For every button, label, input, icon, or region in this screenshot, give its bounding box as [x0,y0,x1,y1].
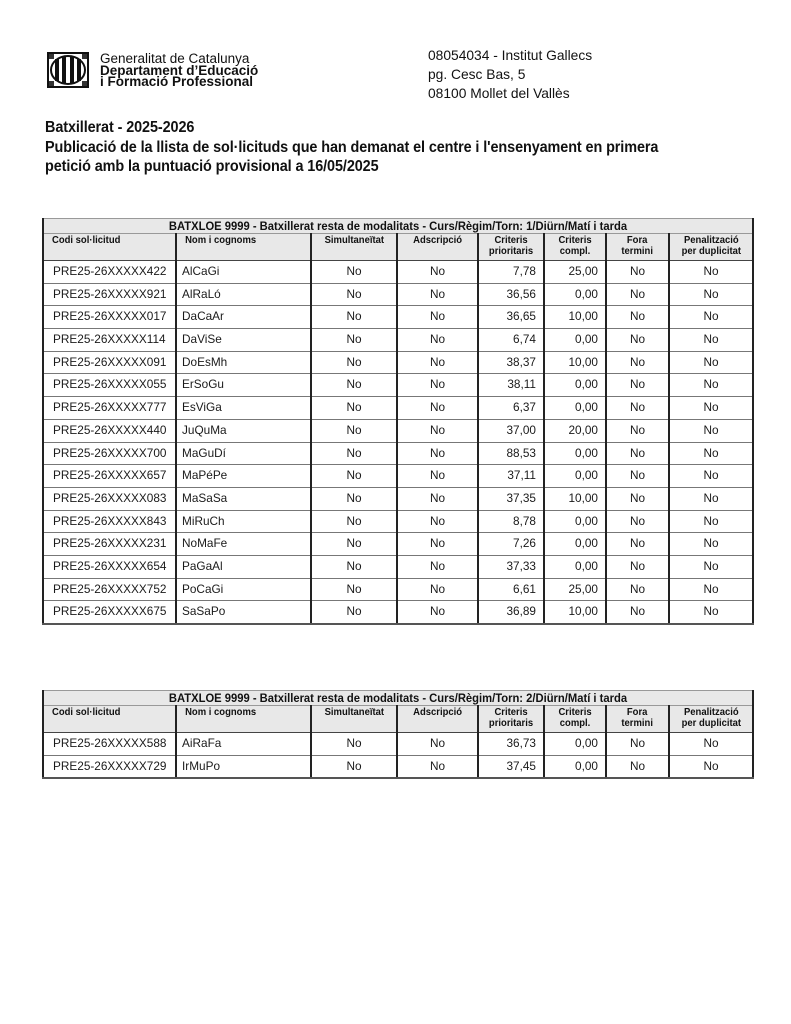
header-line: per duplicitat [681,246,741,257]
cell-nom: IrMuPo [176,755,311,778]
cell-criteris-compl: 25,00 [544,261,606,284]
document-subtitle: Batxillerat - 2025-2026 [45,119,195,136]
cell-nom: AlRaLó [176,283,311,306]
cell-nom: SaSaPo [176,601,311,624]
column-header-criteris-compl [558,235,591,257]
cell-fora-termini: No [606,578,669,601]
school-name: 08054034 - Institut Gallecs [428,48,593,63]
cell-criteris-prioritaris: 7,78 [478,261,544,284]
cell-criteris-compl: 0,00 [544,755,606,778]
cell-codi: PRE25-26XXXXX729 [43,755,176,778]
cell-adscripcio: No [397,533,478,556]
cell-simultaneitat: No [311,261,397,284]
cell-fora-termini: No [606,755,669,778]
cell-penalitzacio: No [669,510,753,533]
document-heading [45,118,715,177]
cell-nom: AlCaGi [176,261,311,284]
cell-codi: PRE25-26XXXXX752 [43,578,176,601]
cell-fora-termini: No [606,306,669,329]
column-header-fora-termini [622,707,654,729]
cell-penalitzacio: No [669,329,753,352]
header-line: prioritaris [488,246,534,257]
table-row [43,306,753,329]
header-line: compl. [559,718,591,729]
cell-criteris-prioritaris: 37,11 [478,465,544,488]
cell-penalitzacio: No [669,419,753,442]
cell-criteris-compl: 0,00 [544,397,606,420]
cell-simultaneitat: No [311,601,397,624]
cell-simultaneitat: No [311,510,397,533]
table-row [43,397,753,420]
column-header-penalitzacio [681,235,740,257]
header-line: Criteris [558,707,592,718]
cell-nom: DaCaAr [176,306,311,329]
table-title-row [43,691,753,706]
cell-criteris-prioritaris: 38,11 [478,374,544,397]
cell-simultaneitat: No [311,374,397,397]
header-line: Criteris [494,235,528,246]
header-line: Penalització [683,707,739,718]
table-row [43,283,753,306]
cell-fora-termini: No [606,533,669,556]
cell-criteris-prioritaris: 6,37 [478,397,544,420]
cell-codi: PRE25-26XXXXX657 [43,465,176,488]
cell-criteris-prioritaris: 7,26 [478,533,544,556]
table-row [43,329,753,352]
cell-criteris-prioritaris: 36,65 [478,306,544,329]
cell-codi: PRE25-26XXXXX675 [43,601,176,624]
cell-fora-termini: No [606,329,669,352]
cell-penalitzacio: No [669,578,753,601]
cell-penalitzacio: No [669,601,753,624]
cell-criteris-compl: 0,00 [544,329,606,352]
cell-criteris-compl: 0,00 [544,283,606,306]
cell-fora-termini: No [606,419,669,442]
cell-simultaneitat: No [311,419,397,442]
cell-codi: PRE25-26XXXXX654 [43,555,176,578]
column-header-criteris-prioritaris [489,707,533,729]
cell-codi: PRE25-26XXXXX440 [43,419,176,442]
cell-codi: PRE25-26XXXXX921 [43,283,176,306]
cell-fora-termini: No [606,442,669,465]
header-line: termini [621,246,654,257]
cell-penalitzacio: No [669,465,753,488]
cell-criteris-prioritaris: 37,35 [478,487,544,510]
cell-criteris-compl: 0,00 [544,533,606,556]
cell-criteris-prioritaris: 37,00 [478,419,544,442]
cell-criteris-compl: 25,00 [544,578,606,601]
cell-simultaneitat: No [311,555,397,578]
cell-simultaneitat: No [311,755,397,778]
cell-criteris-prioritaris: 88,53 [478,442,544,465]
cell-codi: PRE25-26XXXXX777 [43,397,176,420]
table-title: BATXLOE 9999 - Batxillerat resta de modalitats - Curs/Règim/Torn: 1/Diürn/Matí i tarda [168,219,628,233]
cell-simultaneitat: No [311,283,397,306]
cell-criteris-compl: 10,00 [544,306,606,329]
cell-nom: AiRaFa [176,733,311,756]
cell-criteris-prioritaris: 36,56 [478,283,544,306]
cell-fora-termini: No [606,487,669,510]
cell-criteris-compl: 0,00 [544,733,606,756]
cell-adscripcio: No [397,465,478,488]
column-header-criteris-compl [558,707,591,729]
table-row [43,555,753,578]
cell-penalitzacio: No [669,261,753,284]
cell-criteris-compl: 10,00 [544,487,606,510]
table-title-row [43,219,753,234]
cell-adscripcio: No [397,601,478,624]
cell-codi: PRE25-26XXXXX055 [43,374,176,397]
header-line: per duplicitat [681,718,741,729]
cell-criteris-compl: 0,00 [544,555,606,578]
cell-simultaneitat: No [311,733,397,756]
cell-simultaneitat: No [311,487,397,510]
school-address [428,46,592,103]
cell-adscripcio: No [397,374,478,397]
cell-simultaneitat: No [311,578,397,601]
cell-adscripcio: No [397,329,478,352]
table-header-row [43,234,753,261]
cell-simultaneitat: No [311,329,397,352]
cell-penalitzacio: No [669,306,753,329]
cell-penalitzacio: No [669,555,753,578]
column-header-nom: Nom i cognoms [185,235,257,246]
cell-adscripcio: No [397,578,478,601]
org-line-2: Departament d’Educació [100,62,259,78]
cell-simultaneitat: No [311,351,397,374]
cell-nom: DoEsMh [176,351,311,374]
applications-table-course-1 [42,218,754,625]
column-header-fora-termini [622,235,654,257]
document-title-line-2: petició amb la puntuació provisional a 16/05/2025 [45,158,379,175]
cell-fora-termini: No [606,733,669,756]
cell-criteris-prioritaris: 6,61 [478,578,544,601]
column-header-simultaneitat: Simultaneïtat [324,235,384,246]
table-row [43,755,753,778]
cell-criteris-prioritaris: 36,73 [478,733,544,756]
cell-criteris-prioritaris: 36,89 [478,601,544,624]
cell-penalitzacio: No [669,397,753,420]
cell-simultaneitat: No [311,397,397,420]
column-header-criteris-prioritaris [489,235,533,257]
table-row [43,533,753,556]
header-line: prioritaris [488,718,534,729]
cell-criteris-compl: 20,00 [544,419,606,442]
cell-criteris-prioritaris: 37,45 [478,755,544,778]
cell-nom: NoMaFe [176,533,311,556]
table-row [43,578,753,601]
cell-codi: PRE25-26XXXXX231 [43,533,176,556]
header-line: Criteris [558,235,592,246]
table-row [43,374,753,397]
cell-adscripcio: No [397,306,478,329]
cell-criteris-compl: 0,00 [544,374,606,397]
cell-simultaneitat: No [311,465,397,488]
cell-simultaneitat: No [311,306,397,329]
cell-penalitzacio: No [669,442,753,465]
cell-penalitzacio: No [669,283,753,306]
table-row [43,601,753,624]
cell-adscripcio: No [397,351,478,374]
cell-criteris-prioritaris: 38,37 [478,351,544,374]
org-line-1: Generalitat de Catalunya [100,51,250,66]
document-title-line-1: Publicació de la llista de sol·licituds que han demanat el centre i l'ensenyament en primera [45,138,659,156]
cell-adscripcio: No [397,555,478,578]
cell-penalitzacio: No [669,755,753,778]
cell-adscripcio: No [397,487,478,510]
table-row [43,261,753,284]
cell-nom: JuQuMa [176,419,311,442]
header-line: Fora [627,235,648,246]
cell-fora-termini: No [606,397,669,420]
header-line: compl. [559,246,591,257]
cell-penalitzacio: No [669,487,753,510]
cell-nom: ErSoGu [176,374,311,397]
header-line: Fora [627,707,648,718]
cell-simultaneitat: No [311,442,397,465]
cell-adscripcio: No [397,261,478,284]
cell-penalitzacio: No [669,351,753,374]
cell-fora-termini: No [606,374,669,397]
table-row [43,419,753,442]
cell-codi: PRE25-26XXXXX114 [43,329,176,352]
cell-adscripcio: No [397,733,478,756]
cell-adscripcio: No [397,755,478,778]
cell-nom: MaPéPe [176,465,311,488]
cell-simultaneitat: No [311,533,397,556]
cell-codi: PRE25-26XXXXX017 [43,306,176,329]
generalitat-coat-of-arms-icon [47,52,89,88]
table-header-row [43,706,753,733]
cell-codi: PRE25-26XXXXX588 [43,733,176,756]
cell-codi: PRE25-26XXXXX083 [43,487,176,510]
cell-nom: MaSaSa [176,487,311,510]
cell-penalitzacio: No [669,374,753,397]
table-row [43,487,753,510]
column-header-penalitzacio [681,707,740,729]
cell-criteris-compl: 10,00 [544,601,606,624]
org-line-3: i Formació Professional [100,74,254,89]
cell-codi: PRE25-26XXXXX700 [43,442,176,465]
cell-codi: PRE25-26XXXXX843 [43,510,176,533]
cell-adscripcio: No [397,510,478,533]
cell-fora-termini: No [606,510,669,533]
column-header-adscripcio: Adscripció [413,235,462,246]
cell-nom: MaGuDí [176,442,311,465]
cell-nom: MiRuCh [176,510,311,533]
table-row [43,442,753,465]
cell-criteris-compl: 0,00 [544,465,606,488]
cell-nom: PaGaAl [176,555,311,578]
column-header-adscripcio: Adscripció [413,707,462,718]
applications-table-course-2 [42,690,754,779]
table-row [43,351,753,374]
cell-criteris-compl: 0,00 [544,510,606,533]
cell-criteris-prioritaris: 8,78 [478,510,544,533]
cell-codi: PRE25-26XXXXX422 [43,261,176,284]
cell-fora-termini: No [606,465,669,488]
cell-codi: PRE25-26XXXXX091 [43,351,176,374]
cell-criteris-prioritaris: 37,33 [478,555,544,578]
cell-criteris-compl: 0,00 [544,442,606,465]
cell-nom: PoCaGi [176,578,311,601]
cell-adscripcio: No [397,419,478,442]
column-header-simultaneitat: Simultaneïtat [324,707,384,718]
table-row [43,510,753,533]
cell-nom: EsViGa [176,397,311,420]
organization-name [100,53,258,88]
header-line: Penalització [683,235,739,246]
column-header-codi: Codi sol·licitud [51,235,121,246]
header-line: Criteris [494,707,528,718]
cell-fora-termini: No [606,261,669,284]
cell-penalitzacio: No [669,533,753,556]
cell-adscripcio: No [397,442,478,465]
column-header-nom: Nom i cognoms [185,707,257,718]
school-street: pg. Cesc Bas, 5 [428,67,526,82]
cell-criteris-prioritaris: 6,74 [478,329,544,352]
column-header-codi: Codi sol·licitud [51,707,121,718]
cell-nom: DaViSe [176,329,311,352]
header-line: termini [621,718,654,729]
school-city: 08100 Mollet del Vallès [428,86,570,101]
cell-fora-termini: No [606,351,669,374]
table-row [43,465,753,488]
cell-adscripcio: No [397,283,478,306]
table-title: BATXLOE 9999 - Batxillerat resta de modalitats - Curs/Règim/Torn: 2/Diürn/Matí i tarda [168,691,628,705]
cell-fora-termini: No [606,601,669,624]
cell-criteris-compl: 10,00 [544,351,606,374]
cell-penalitzacio: No [669,733,753,756]
cell-adscripcio: No [397,397,478,420]
cell-fora-termini: No [606,283,669,306]
cell-fora-termini: No [606,555,669,578]
table-row [43,733,753,756]
